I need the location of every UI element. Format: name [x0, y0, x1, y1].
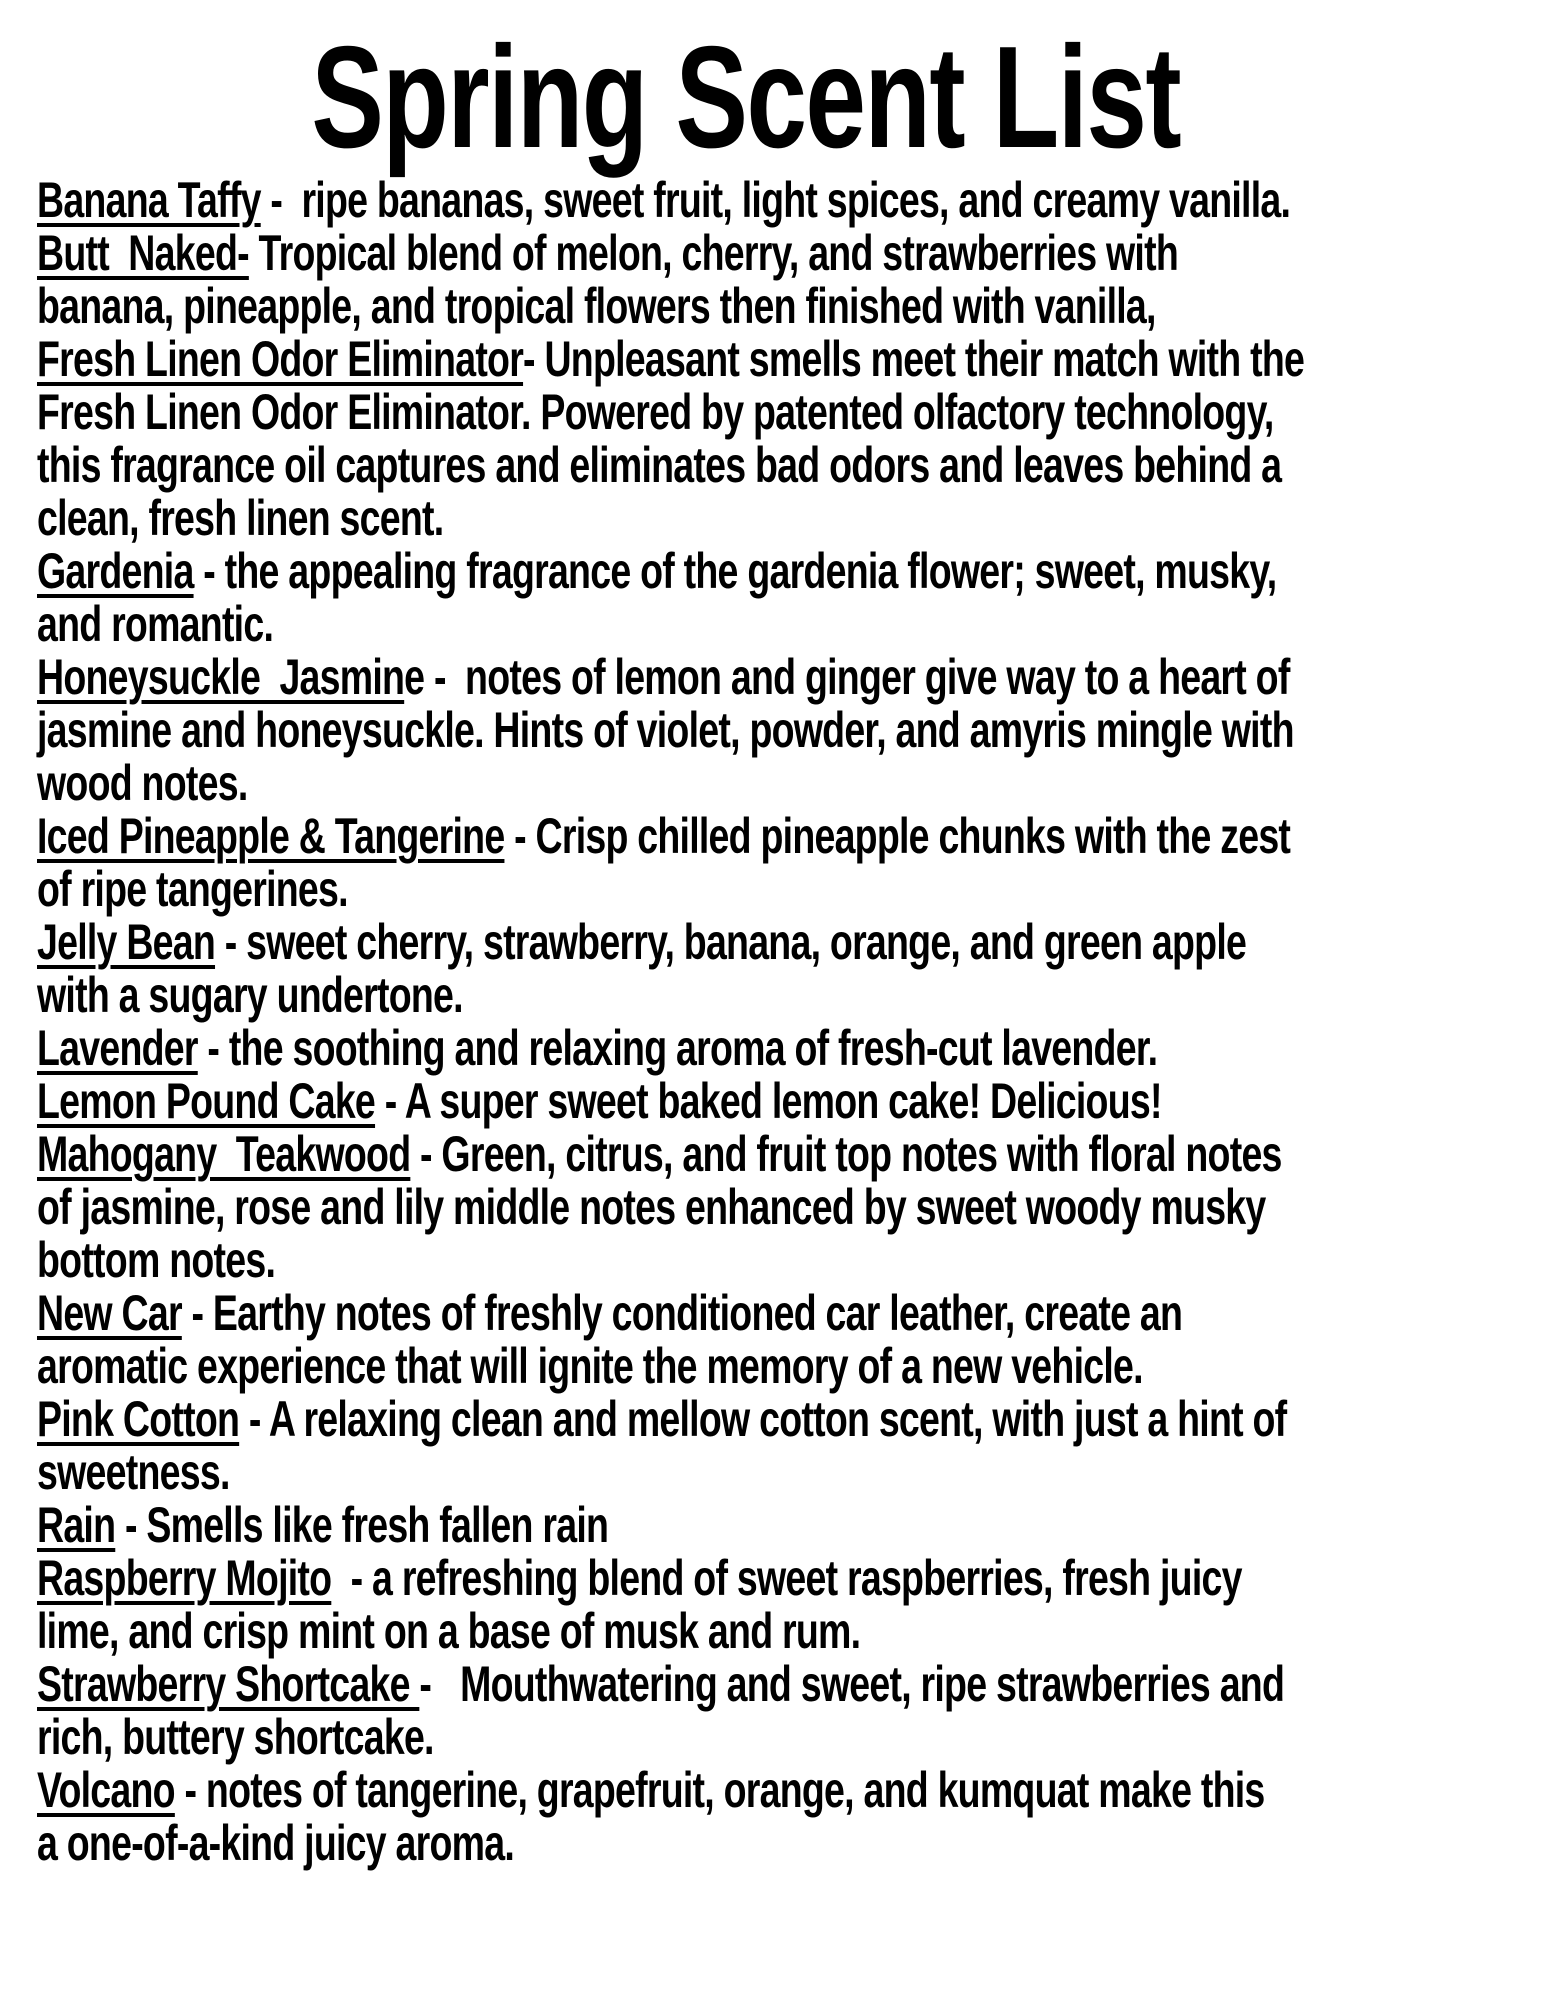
scent-name: Mahogany Teakwood — [37, 1126, 411, 1182]
scent-separator: - — [174, 1762, 206, 1818]
scent-entry-first-line — [37, 916, 1545, 969]
scent-description: Green, citrus, and fruit top notes with floral notes — [441, 1126, 1282, 1182]
scent-name: Lemon Pound Cake — [37, 1073, 376, 1129]
scent-name: Rain — [37, 1497, 116, 1553]
scent-description-line: a one-of-a-kind juicy aroma. — [37, 1815, 515, 1871]
scent-name: Strawberry Shortcake — [37, 1656, 420, 1712]
scent-name: Banana Taffy — [37, 172, 261, 228]
scent-entry-first-line — [37, 1499, 1545, 1552]
scent-entry-first-line — [37, 1552, 1545, 1605]
scent-entry-first-line — [37, 651, 1545, 704]
scent-description-line: lime, and crisp mint on a base of musk and rum. — [37, 1603, 861, 1659]
scent-name: Volcano — [37, 1762, 175, 1818]
scent-separator: - — [193, 543, 225, 599]
scent-description: sweet cherry, strawberry, banana, orange, and green apple — [246, 914, 1247, 970]
scent-separator: - — [239, 1391, 269, 1447]
scent-entry — [37, 174, 1545, 227]
scent-description: Crisp chilled pineapple chunks with the zest — [535, 808, 1291, 864]
scent-description-line: of ripe tangerines. — [37, 861, 348, 917]
scent-description-line: clean, fresh linen scent. — [37, 490, 444, 546]
scent-entry — [37, 1552, 1545, 1658]
scent-description-line: banana, pineapple, and tropical flowers then finished with vanilla, — [37, 278, 1156, 334]
scent-entry — [37, 1287, 1545, 1393]
scent-entry — [37, 916, 1545, 1022]
scent-entry — [37, 333, 1545, 545]
scent-name: Gardenia — [37, 543, 194, 599]
scent-entry — [37, 651, 1545, 810]
scent-separator: - — [215, 914, 247, 970]
scent-name: New Car — [37, 1285, 182, 1341]
scent-entry — [37, 1022, 1545, 1075]
scent-entry-first-line — [37, 1075, 1545, 1128]
scent-description-line: with a sugary undertone. — [37, 967, 463, 1023]
scent-entry-first-line — [37, 1287, 1545, 1340]
scent-description-line: rich, buttery shortcake. — [37, 1709, 434, 1765]
scent-entry — [37, 1499, 1545, 1552]
scent-description-line: and romantic. — [37, 596, 274, 652]
scent-name: Pink Cotton — [37, 1391, 240, 1447]
scent-description: Earthy notes of freshly conditioned car leather, create an — [212, 1285, 1183, 1341]
scent-separator: - — [260, 172, 302, 228]
scent-description-line: Fresh Linen Odor Eliminator. Powered by patented olfactory technology, — [37, 384, 1274, 440]
scent-entry — [37, 227, 1545, 333]
scent-entry — [37, 810, 1545, 916]
scent-separator: - — [504, 808, 536, 864]
scent-description: the soothing and relaxing aroma of fresh-cut lavender. — [228, 1020, 1158, 1076]
scent-entry-first-line — [37, 1658, 1545, 1711]
content-wrapper — [37, 0, 1545, 1870]
scent-separator: - — [181, 1285, 213, 1341]
content — [37, 16, 1545, 1871]
scent-description: Mouthwatering and sweet, ripe strawberries and — [460, 1656, 1285, 1712]
scent-name: Jelly Bean — [37, 914, 216, 970]
scent-description-line: sweetness. — [37, 1444, 230, 1500]
scent-name: Lavender — [37, 1020, 198, 1076]
scent-entry-first-line — [37, 333, 1545, 386]
scent-description: a refreshing blend of sweet raspberries, fresh juicy — [372, 1550, 1242, 1606]
scent-name-suffix: e — [404, 649, 425, 705]
scent-entry-first-line — [37, 1128, 1545, 1181]
scent-entry-first-line — [37, 1393, 1545, 1446]
scent-entry — [37, 545, 1545, 651]
scent-separator: - — [410, 1126, 442, 1182]
scent-entry-first-line — [37, 1022, 1545, 1075]
scent-entry — [37, 1658, 1545, 1764]
scent-entry-first-line — [37, 810, 1545, 863]
scent-description-line: of jasmine, rose and lily middle notes enhanced by sweet woody musky — [37, 1179, 1266, 1235]
scent-description: A relaxing clean and mellow cotton scent, with just a hint of — [268, 1391, 1287, 1447]
scent-name: Raspberry Mojito — [37, 1550, 332, 1606]
scent-description: the appealing fragrance of the gardenia flower; sweet, musky, — [224, 543, 1277, 599]
scent-name: Iced Pineapple & Tangerine — [37, 808, 505, 864]
scent-list — [37, 174, 1545, 1870]
scent-entry — [37, 1128, 1545, 1287]
scent-name: Honeysuckle Jasmin — [37, 649, 405, 705]
scent-description: A super sweet baked lemon cake! Delicious! — [404, 1073, 1162, 1129]
scent-description-line: this fragrance oil captures and eliminates bad odors and leaves behind a — [37, 437, 1282, 493]
scent-description-line: jasmine and honeysuckle. Hints of violet, powder, and amyris mingle with — [37, 702, 1294, 758]
scent-entry-first-line — [37, 545, 1545, 598]
scent-description: notes of tangerine, grapefruit, orange, and kumquat make this — [205, 1762, 1265, 1818]
scent-entry — [37, 1393, 1545, 1499]
scent-separator: - — [523, 331, 545, 387]
scent-name: Fresh Linen Odor Eliminator — [37, 331, 524, 387]
scent-entry — [37, 1075, 1545, 1128]
scent-description: Smells like fresh fallen rain — [146, 1497, 609, 1553]
scent-entry-first-line — [37, 1764, 1545, 1817]
scent-entry-first-line — [37, 227, 1545, 280]
scent-description: Unpleasant smells meet their match with the — [544, 331, 1305, 387]
page-title: Spring Scent List — [311, 16, 1181, 178]
scent-separator: - — [375, 1073, 405, 1129]
scent-separator: - — [424, 649, 466, 705]
scent-description: ripe bananas, sweet fruit, light spices, and creamy vanilla. — [301, 172, 1291, 228]
scent-description-line: wood notes. — [37, 755, 248, 811]
scent-separator: - — [331, 1550, 373, 1606]
scent-separator — [249, 225, 259, 281]
scent-separator: - — [197, 1020, 229, 1076]
scent-description: notes of lemon and ginger give way to a heart of — [465, 649, 1290, 705]
scent-description: Tropical blend of melon, cherry, and strawberries with — [258, 225, 1178, 281]
scent-entry — [37, 1764, 1545, 1870]
scent-separator: - — [115, 1497, 147, 1553]
scent-description-line: bottom notes. — [37, 1232, 276, 1288]
scent-separator: - — [419, 1656, 461, 1712]
scent-name: Butt Naked- — [37, 225, 249, 281]
scent-description-line: aromatic experience that will ignite the memory of a new vehicle. — [37, 1338, 1143, 1394]
scent-entry-first-line — [37, 174, 1545, 227]
